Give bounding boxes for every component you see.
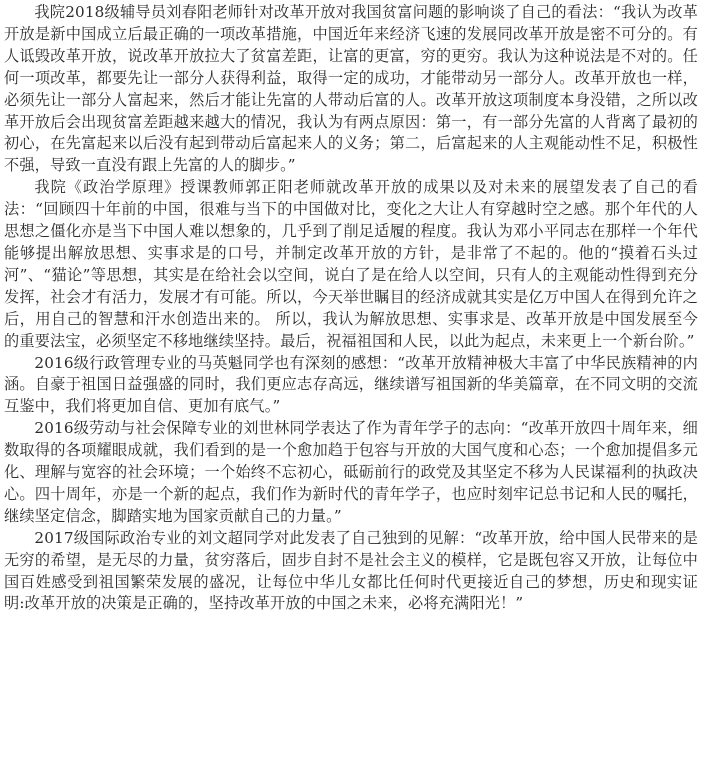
paragraph-liu-chunyang-view: 我院2018级辅导员刘春阳老师针对改革开放对我国贫富问题的影响谈了自己的看法：“我认为改革开放是新中国成立后最正确的一项改革措施，中国近年来经济飞速的发展同改革开放是密不可分的。有人诋毁改革开放，说改革开放拉大了贫富差距，让富的更富，穷的更穷。我认为这种说法是不对的。任何一项改革，都要先让一部分人获得利益，取得一定的成功，才能带动另一部分人。改革开放也一样，必须先让一部分人富起来，然后才能让先富的人带动后富的人。改革开放这项制度本身没错，之所以改革开放后会出现贫富差距越来越大的情况，我认为有两点原因：第一，有一部分先富的人背离了最初的初心，在先富起来以后没有起到带动后富起来人的义务；第二，后富起来的人主观能动性不足，积极性不强，导致一直没有跟上先富的人的脚步。” bbox=[4, 3, 698, 175]
paragraph-guo-zhengyang-view: 我院《政治学原理》授课教师郭正阳老师就改革开放的成果以及对未来的展望发表了自己的看法：“回顾四十年前的中国，很难与当下的中国做对比，变化之大让人有穿越时空之感。那个年代的人思想之僵化亦是当下中国人难以想象的，几乎到了削足适履的程度。我认为邓小平同志在那样一个年代能够提出解放思想、实事求是的口号，并制定改革开放的方针，是非常了不起的。他的“摸着石头过河”、“猫论”等思想，其实是在给社会以空间，说白了是在给人以空间，只有人的主观能动性得到充分发挥，社会才有活力，发展才有可能。所以，今天举世瞩目的经济成就其实是亿万中国人在得到允许之后，用自己的智慧和汗水创造出来的。 所以，我认为解放思想、实事求是、改革开放是中国发展至今的重要法宝，必须坚定不移地继续坚持。最后，祝福祖国和人民，以此为起点，未来更上一个新台阶。” bbox=[4, 178, 698, 350]
paragraph-liu-shilin-view: 2016级劳动与社会保障专业的刘世林同学表达了作为青年学子的志向：“改革开放四十周年来，细数取得的各项耀眼成就，我们看到的是一个愈加趋于包容与开放的大国气度和心态；一个愈加提倡多元化、理解与宽容的社会环境；一个始终不忘初心，砥砺前行的政党及其坚定不移为人民谋福利的执政决心。四十周年，亦是一个新的起点，我们作为新时代的青年学子，也应时刻牢记总书记和人民的嘱托，继续坚定信念，脚踏实地为国家贡献自己的力量。” bbox=[4, 419, 698, 525]
paragraph-liu-wenchao-view: 2017级国际政治专业的刘文超同学对此发表了自己独到的见解：“改革开放，给中国人民带来的是无穷的希望，是无尽的力量，贫穷落后，固步自封不是社会主义的模样，它是既包容又开放，让每位中国百姓感受到祖国繁荣发展的盛况，让每位中华儿女都比任何时代更接近自己的梦想，历史和现实证明:改革开放的决策是正确的，坚持改革开放的中国之未来，必将充满阳光！” bbox=[4, 528, 698, 613]
paragraph-ma-yingkui-view: 2016级行政管理专业的马英魁同学也有深刻的感想：“改革开放精神极大丰富了中华民族精神的内涵。自豪于祖国日益强盛的同时，我们更应志存高远，继续谱写祖国新的华美篇章，在不同文明的交流互鉴中，我们将更加自信、更加有底气。” bbox=[4, 353, 698, 416]
